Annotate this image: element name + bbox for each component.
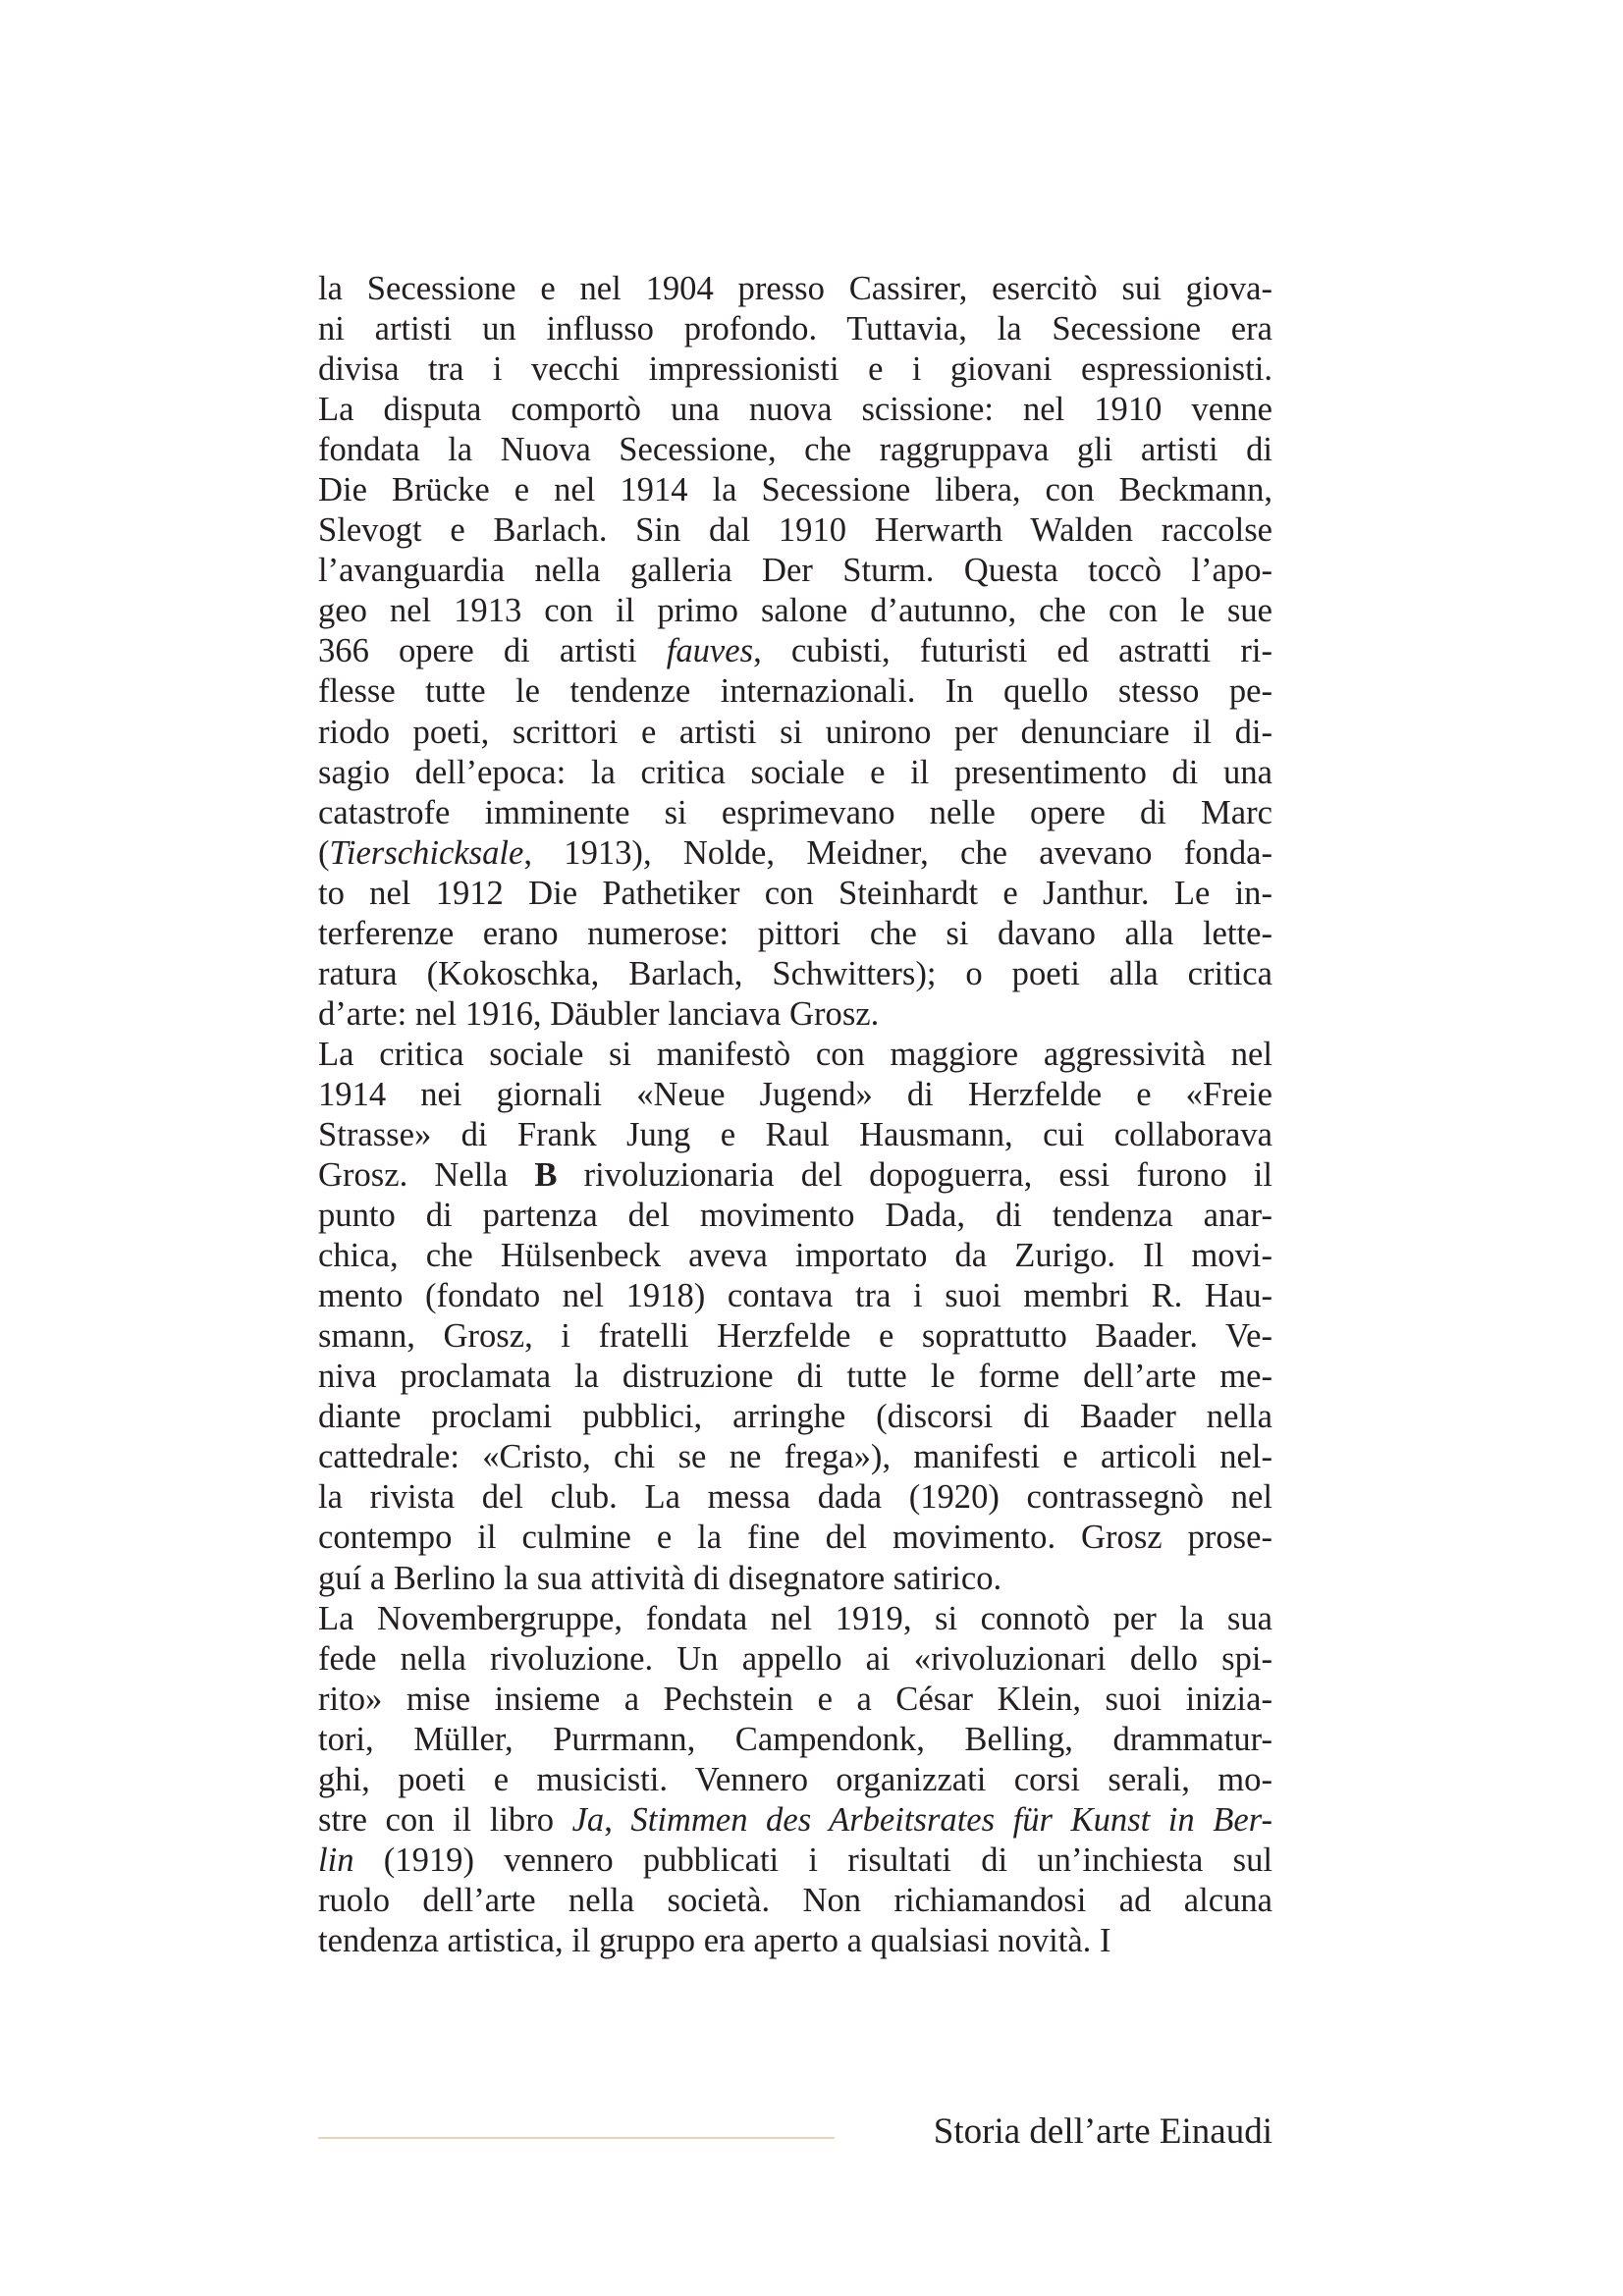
text-line: [318, 1841, 1272, 1881]
text-run: geo nel 1913 con il primo salone d’autunno, che con le sue: [318, 592, 1272, 630]
text-line: [318, 1397, 1272, 1437]
text-run: flesse tutte le tendenze internazionali. In quello stesso pe-: [318, 672, 1272, 711]
text-line: [318, 793, 1272, 833]
text-line: [318, 914, 1272, 954]
text-line: [318, 1236, 1272, 1276]
text-line: [318, 510, 1272, 551]
footer-book-title: Storia dell’arte Einaudi: [933, 2111, 1272, 2152]
text-line: [318, 1760, 1272, 1800]
text-run: la Secessione e nel 1904 presso Cassirer, esercitò sui giova-: [318, 270, 1272, 307]
text-run: tendenza artistica, il gruppo era aperto a qualsiasi novità. I: [318, 1921, 1111, 1959]
text-line: [318, 753, 1272, 793]
text-line: [318, 1477, 1272, 1518]
text-line: [318, 833, 1272, 874]
text-run: to nel 1912 Die Pathetiker con Steinhardt e Janthur. Le in-: [318, 874, 1272, 912]
text-line: [318, 591, 1272, 631]
text-run: chica, che Hülsenbeck aveva importato da Zurigo. Il movi-: [318, 1237, 1272, 1275]
text-line: [318, 994, 1272, 1035]
text-run: riodo poeti, scrittori e artisti si unirono per denunciare il di-: [318, 713, 1272, 751]
text-run: fede nella rivoluzione. Un appello ai «rivoluzionari dello spi-: [318, 1639, 1272, 1678]
text-run: tori, Müller, Purrmann, Campendonk, Belling, drammatur-: [318, 1720, 1272, 1758]
italic-term: fauves: [666, 632, 754, 670]
text-run: La critica sociale si manifestò con maggiore aggressività nel: [318, 1035, 1272, 1073]
text-run: niva proclamata la distruzione di tutte le forme dell’arte me-: [318, 1358, 1272, 1396]
text-line: [318, 309, 1272, 349]
text-line: [318, 1316, 1272, 1357]
text-run: rito» mise insieme a Pechstein e a César Klein, suoi inizia-: [318, 1680, 1272, 1718]
text-run: , 1913), Nolde, Meidner, che avevano fonda-: [523, 833, 1272, 872]
text-run: ratura (Kokoschka, Barlach, Schwitters); o poeti alla critica: [318, 954, 1272, 992]
text-line: [318, 1115, 1272, 1155]
text-line: [318, 1437, 1272, 1477]
text-line: [318, 1075, 1272, 1115]
text-line: [318, 1720, 1272, 1760]
text-run: sagio dell’epoca: la critica sociale e il presentimento di una: [318, 753, 1272, 791]
text-run: Die Brücke e nel 1914 la Secessione libera, con Beckmann,: [318, 471, 1272, 509]
paragraph: [318, 1035, 1272, 1599]
text-run: (1919) vennero pubblicati i risultati di un’inchiesta sul: [353, 1841, 1272, 1879]
text-run: guí a Berlino la sua attività di disegnatore satirico.: [318, 1559, 1002, 1597]
text-line: [318, 713, 1272, 753]
text-run: contempo il culmine e la fine del movimento. Grosz prose-: [318, 1519, 1272, 1557]
text-line: [318, 390, 1272, 430]
text-line: [318, 470, 1272, 510]
italic-term: Tierschicksale: [329, 833, 524, 872]
text-run: rivoluzionaria del dopoguerra, essi furono il: [557, 1156, 1272, 1195]
text-line: [318, 1680, 1272, 1720]
text-run: mento (fondato nel 1918) contava tra i suoi membri R. Hau-: [318, 1277, 1272, 1315]
text-run: punto di partenza del movimento Dada, di tendenza anar-: [318, 1197, 1272, 1235]
italic-term: Stimmen des Arbeitsrates für Kunst in Ber-: [630, 1800, 1273, 1839]
text-run: stre con il libro: [318, 1800, 572, 1839]
text-line: [318, 1357, 1272, 1397]
text-run: l’avanguardia nella galleria Der Sturm. Questa toccò l’apo-: [318, 552, 1272, 590]
text-run: (: [318, 833, 330, 872]
text-line: [318, 1639, 1272, 1680]
italic-term: Ja: [571, 1800, 605, 1839]
text-line: [318, 671, 1272, 712]
text-line: [318, 349, 1272, 390]
text-line: [318, 1155, 1272, 1196]
text-run: 1914 nei giornali «Neue Jugend» di Herzfelde e «Freie: [318, 1075, 1272, 1113]
text-line: [318, 1921, 1272, 1961]
text-line: [318, 1800, 1272, 1841]
text-run: , cubisti, futuristi ed astratti ri-: [753, 632, 1272, 670]
text-run: fondata la Nuova Secessione, che raggruppava gli artisti di: [318, 431, 1272, 469]
text-line: [318, 954, 1272, 994]
bold-reference: B: [534, 1156, 558, 1195]
text-line: [318, 1035, 1272, 1075]
text-run: la rivista del club. La messa dada (1920) contrassegnò nel: [318, 1478, 1272, 1517]
text-run: La Novembergruppe, fondata nel 1919, si connotò per la sua: [318, 1599, 1272, 1637]
text-line: [318, 631, 1272, 671]
text-line: [318, 874, 1272, 914]
text-run: Strasse» di Frank Jung e Raul Hausmann, cui collaborava: [318, 1115, 1272, 1153]
text-run: diante proclami pubblici, arringhe (discorsi di Baader nella: [318, 1398, 1272, 1436]
paragraph: [318, 1599, 1272, 1961]
text-run: cattedrale: «Cristo, chi se ne frega»), manifesti e articoli nel-: [318, 1438, 1272, 1476]
text-run: d’arte: nel 1916, Däubler lanciava Grosz.: [318, 994, 880, 1033]
text-run: 366 opere di artisti: [318, 632, 667, 670]
text-run: La disputa comportò una nuova scissione: nel 1910 venne: [318, 391, 1272, 429]
text-run: ghi, poeti e musicisti. Vennero organizzati corsi serali, mo-: [318, 1760, 1272, 1798]
text-run: ruolo dell’arte nella società. Non richiamandosi ad alcuna: [318, 1881, 1272, 1919]
text-run: Grosz. Nella: [318, 1156, 535, 1195]
text-line: [318, 1276, 1272, 1316]
text-line: [318, 1559, 1272, 1599]
paragraph: [318, 269, 1272, 1035]
text-run: catastrofe imminente si esprimevano nelle opere di Marc: [318, 793, 1272, 831]
text-run: terferenze erano numerose: pittori che si davano alla lette-: [318, 914, 1272, 952]
italic-term: lin: [318, 1841, 354, 1879]
text-run: divisa tra i vecchi impressionisti e i giovani espressionisti.: [318, 350, 1272, 389]
text-line: [318, 1881, 1272, 1921]
footer-rule: [318, 2137, 835, 2139]
text-run: ni artisti un influsso profondo. Tuttavia, la Secessione era: [318, 310, 1272, 348]
text-run: ,: [604, 1800, 631, 1839]
text-line: [318, 551, 1272, 591]
body-text: [318, 269, 1272, 1961]
text-line: [318, 430, 1272, 470]
text-run: Slevogt e Barlach. Sin dal 1910 Herwarth Walden raccolse: [318, 511, 1272, 550]
text-line: [318, 269, 1272, 309]
text-run: smann, Grosz, i fratelli Herzfelde e soprattutto Baader. Ve-: [318, 1317, 1272, 1356]
text-line: [318, 1599, 1272, 1639]
text-line: [318, 1196, 1272, 1236]
text-line: [318, 1518, 1272, 1558]
